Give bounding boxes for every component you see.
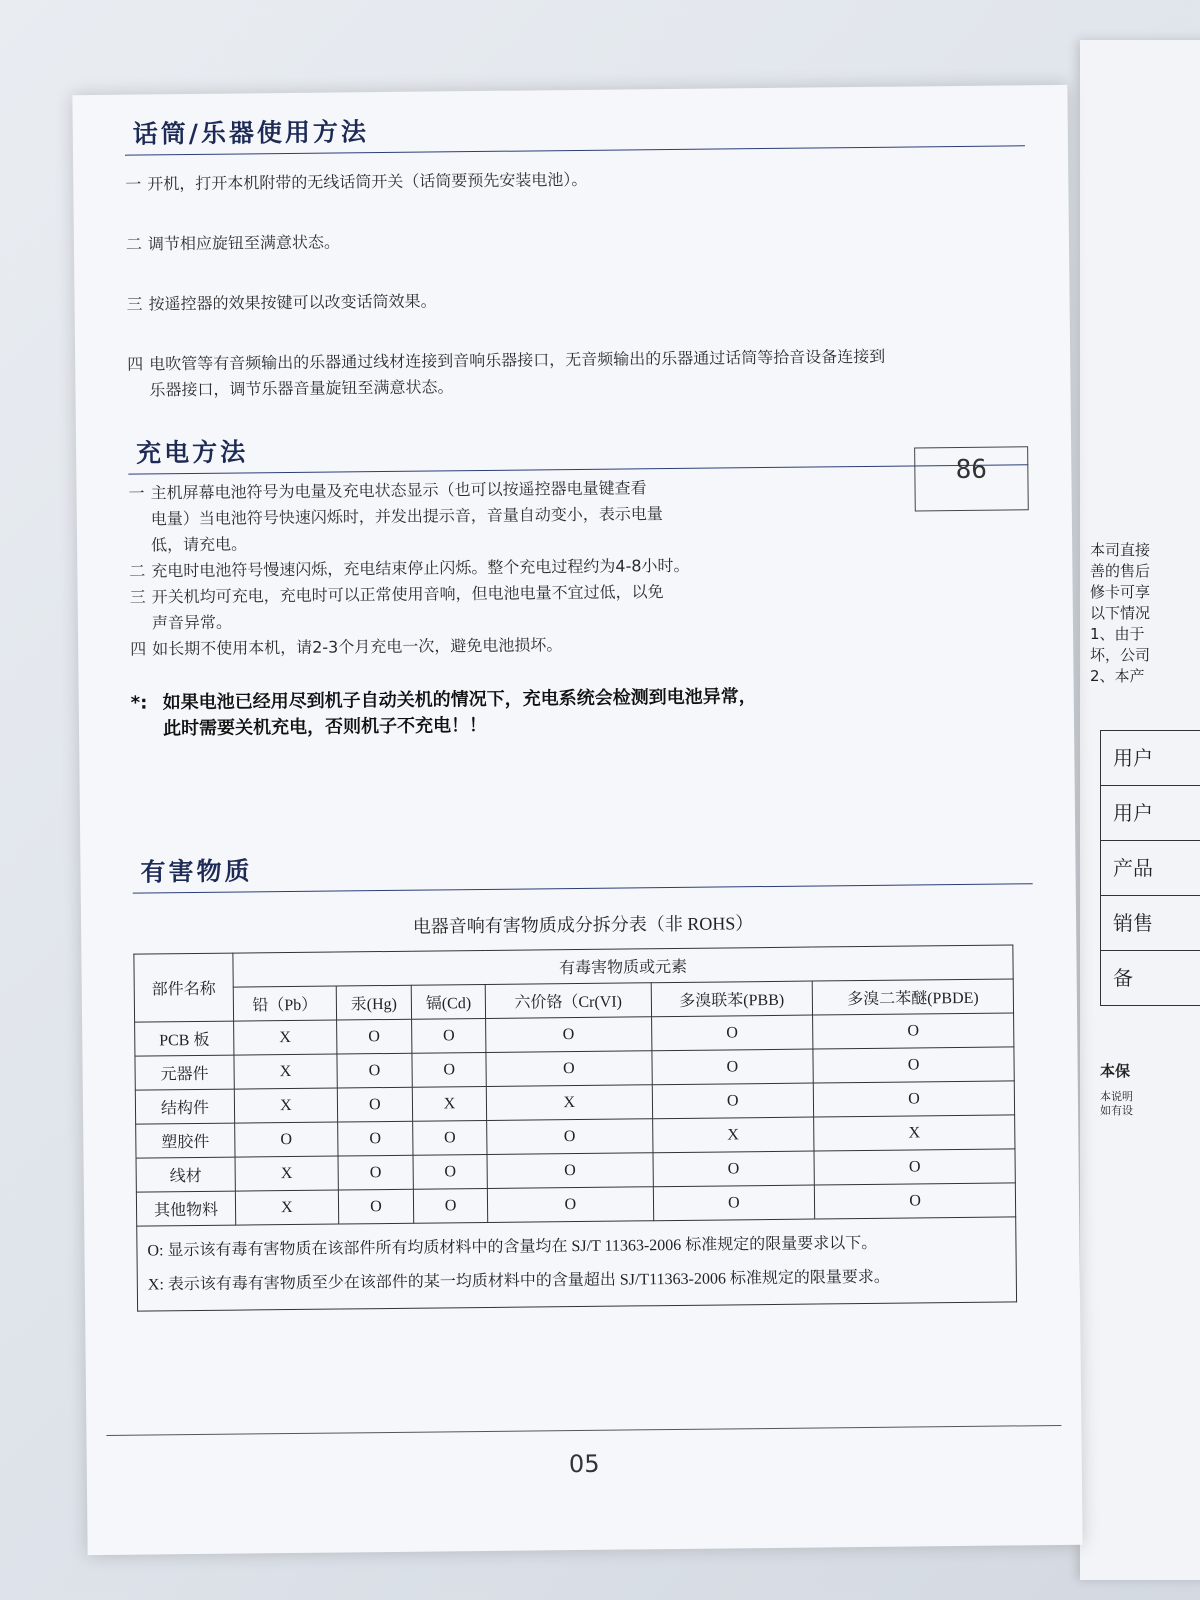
charge-item-4: 四 如长期不使用本机，请2-3个月充电一次，避免电池损坏。 (130, 635, 563, 659)
right-small-line: 如有设 (1100, 1104, 1133, 1117)
column-header: 汞(Hg) (336, 985, 412, 1020)
cell: O (412, 1052, 486, 1087)
page-content (125, 105, 1037, 1311)
cell: O (337, 1087, 413, 1122)
cell: O (413, 1188, 487, 1223)
row-part: 其他物料 (136, 1191, 235, 1226)
cell: O (338, 1155, 414, 1190)
column-header: 多溴联苯(PBB) (651, 981, 813, 1017)
cell: O (235, 1122, 338, 1157)
cell: O (413, 1120, 487, 1155)
note-x: X: 表示该有毒有害物质至少在该部件的某一均质材料中的含量超出 SJ/T11363-2006 标准规定的限量要求。 (147, 1268, 890, 1294)
column-header: 多溴二苯醚(PBDE) (812, 979, 1013, 1015)
cell: O (336, 1019, 412, 1054)
cell: O (653, 1151, 815, 1187)
right-box-row: 产品 (1101, 841, 1200, 896)
footer-divider (106, 1425, 1061, 1436)
cell: O (652, 1083, 814, 1119)
cell: O (651, 1015, 813, 1051)
cell: X (234, 1020, 337, 1055)
row-part: PCB 板 (135, 1021, 234, 1056)
right-line: 2、本产 (1090, 667, 1145, 685)
mic-item-2: 二 调节相应旋钮至满意状态。 (125, 232, 341, 254)
cell: O (651, 1049, 813, 1085)
cell: O (486, 1051, 652, 1087)
right-footer-bold: 本保 (1100, 1062, 1131, 1080)
right-line: 本司直接 (1090, 541, 1151, 559)
page-number: 05 (568, 1449, 600, 1479)
row-part: 元器件 (135, 1055, 234, 1090)
cell: O (813, 1081, 1014, 1117)
header-substance-group: 有毒害物质或元素 (233, 945, 1013, 987)
header-part-name: 部件名称 (134, 953, 234, 1022)
right-box-row: 用户 (1101, 786, 1200, 841)
cell: X (234, 1054, 337, 1089)
cell: X (814, 1115, 1015, 1151)
right-line: 修卡可享 (1090, 583, 1151, 601)
table-notes-row (137, 1217, 1017, 1311)
right-box-row: 用户 (1101, 731, 1200, 786)
right-line: 1、由于 (1090, 625, 1145, 643)
charge-warning: *: 如果电池已经用尽到机子自动关机的情况下，充电系统会检测到电池异常， 此时需要关机充电，否则机子不充电！！ (130, 686, 757, 740)
cell: O (487, 1153, 653, 1189)
row-part: 结构件 (135, 1089, 234, 1124)
charge-item-2: 二 充电时电池符号慢速闪烁，充电结束停止闪烁。整个充电过程约为4-8小时。 (129, 555, 690, 581)
right-line: 以下情况 (1090, 604, 1151, 622)
mic-section-title: 话筒/乐器使用方法 (125, 105, 1025, 155)
cell: X (652, 1117, 814, 1153)
cell: O (486, 1017, 652, 1053)
right-page (1080, 40, 1200, 1580)
hazard-section-title: 有害物质 (132, 843, 1032, 893)
mic-item-3: 三 按遥控器的效果按键可以改变话筒效果。 (126, 291, 437, 314)
cell: O (337, 1121, 413, 1156)
battery-level-value: 86 (955, 454, 988, 486)
right-small-line: 本说明 (1100, 1090, 1133, 1103)
charge-item-1: 一 主机屏幕电池符号为电量及充电状态显示（也可以按遥控器电量键查看 电量）当电池符号快速闪烁时，并发出提示音，音量自动变小，表示电量 低，请充电。 (128, 478, 663, 555)
mic-item-1: 一 开机，打开本机附带的无线话筒开关（话筒要预先安装电池）。 (125, 169, 588, 194)
row-part: 线材 (136, 1157, 235, 1192)
cell: O (653, 1185, 815, 1221)
right-box-row: 销售 (1101, 896, 1200, 951)
cell: X (412, 1086, 486, 1121)
battery-display (914, 446, 1029, 511)
cell: O (412, 1018, 486, 1053)
cell: O (338, 1189, 414, 1224)
row-part: 塑胶件 (136, 1123, 235, 1158)
manual-page (72, 85, 1082, 1555)
cell: X (235, 1190, 338, 1225)
cell: O (413, 1154, 487, 1189)
column-header: 铅（Pb） (233, 986, 336, 1021)
cell: X (235, 1156, 338, 1191)
right-line: 坏，公司 (1090, 646, 1151, 664)
cell: O (813, 1047, 1014, 1083)
cell: O (813, 1013, 1014, 1049)
cell: O (487, 1187, 653, 1223)
cell: O (814, 1183, 1015, 1219)
right-footer-small (1100, 1090, 1133, 1118)
column-header: 六价铬（Cr(VI) (485, 983, 651, 1019)
cell: O (337, 1053, 413, 1088)
cell: X (234, 1088, 337, 1123)
cell: X (486, 1085, 652, 1121)
charge-section-title: 充电方法 (128, 424, 1028, 474)
hazard-table (133, 944, 1017, 1311)
hazard-table-title: 电器音响有害物质成分拆分表（非 ROHS） (412, 913, 754, 937)
right-page-text (1090, 540, 1150, 687)
right-page-table (1100, 730, 1200, 1006)
column-header: 镉(Cd) (411, 984, 485, 1019)
table-notes (137, 1217, 1017, 1311)
cell: O (487, 1119, 653, 1155)
cell: O (814, 1149, 1015, 1185)
right-box-row: 备 (1113, 966, 1133, 990)
charge-section (128, 424, 1031, 742)
right-line: 善的售后 (1090, 562, 1151, 580)
charge-item-3: 三 开关机均可充电，充电时可以正常使用音响，但电池电量不宜过低，以免 声音异常。 (129, 582, 664, 633)
note-o: O: 显示该有毒有害物质在该部件所有均质材料中的含量均在 SJ/T 11363-2006 标准规定的限量要求以下。 (147, 1234, 878, 1260)
mic-item-4: 四 电吹管等有音频输出的乐器通过线材连接到音响乐器接口，无音频输出的乐器通过话筒等拾音设备连接到 乐器接口，调节乐器音量旋钮至满意状态。 (127, 346, 886, 400)
